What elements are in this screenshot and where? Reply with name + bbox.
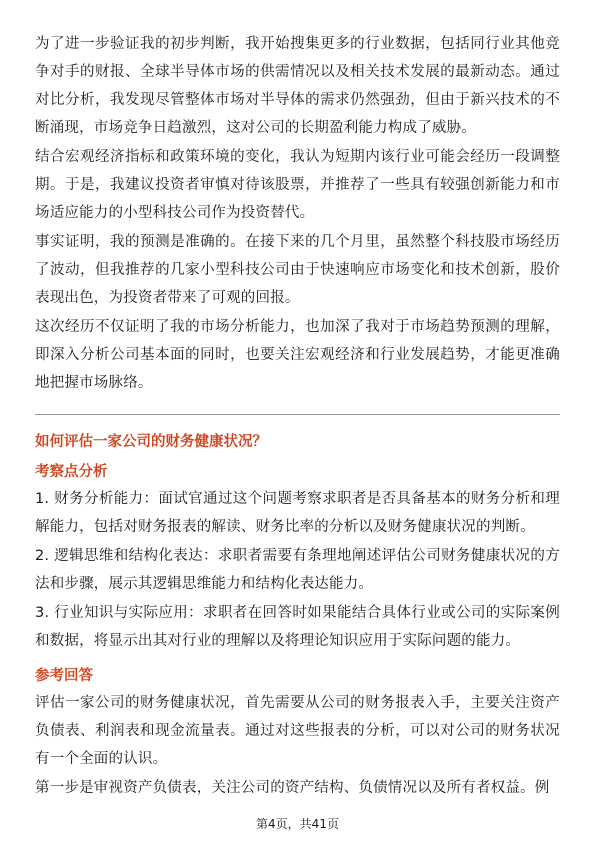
analysis-heading: 考察点分析	[35, 464, 108, 480]
intro-paragraph: 事实证明，我的预测是准确的。在接下来的几个月里，虽然整个科技股市场经历了波动，但我推荐的几家小型科技公司由于快速响应市场变化和技术创新，股价表现出色，为投资者带来了可观的回报。	[35, 234, 560, 306]
page-number: 第4页，共41页	[256, 817, 339, 831]
intro-paragraph: 结合宏观经济指标和政策环境的变化，我认为短期内该行业可能会经历一段调整期。于是，我建议投资者审慎对待该股票，并推荐了一些具有较强创新能力和市场适应能力的小型科技公司作为投资替代。	[35, 149, 560, 221]
answer-paragraph: 评估一家公司的财务健康状况，首先需要从公司的财务报表入手，主要关注资产负债表、利润表和现金流量表。通过对这些报表的分析，可以对公司的财务状况有一个全面的认识。	[35, 695, 560, 767]
analysis-item: 1. 财务分析能力：面试官通过这个问题考察求职者是否具备基本的财务分析和理解能力，包括对财务报表的解读、财务比率的分析以及财务健康状况的判断。	[35, 491, 560, 535]
analysis-item: 3. 行业知识与实际应用：求职者在回答时如果能结合具体行业或公司的实际案例和数据，将显示出其对行业的理解以及将理论知识应用于实际问题的能力。	[35, 605, 560, 649]
analysis-item: 2. 逻辑思维和结构化表达：求职者需要有条理地阐述评估公司财务健康状况的方法和步骤，展示其逻辑思维能力和结构化表达能力。	[35, 548, 560, 592]
page-content	[35, 30, 560, 802]
section-divider	[35, 414, 560, 415]
question-heading: 如何评估一家公司的财务健康状况？	[35, 434, 267, 450]
intro-paragraph: 为了进一步验证我的初步判断，我开始搜集更多的行业数据，包括同行业其他竞争对手的财报、全球半导体市场的供需情况以及相关技术发展的最新动态。通过对比分析，我发现尽管整体市场对半导体的需求仍然强劲，但由于新兴技术的不断涌现，市场竞争日趋激烈，这对公司的长期盈利能力构成了威胁。	[35, 36, 560, 136]
answer-paragraph: 第一步是审视资产负债表，关注公司的资产结构、负债情况以及所有者权益。例	[35, 780, 550, 796]
answer-heading: 参考回答	[35, 668, 93, 684]
intro-paragraph: 这次经历不仅证明了我的市场分析能力，也加深了我对于市场趋势预测的理解，即深入分析公司基本面的同时，也要关注宏观经济和行业发展趋势，才能更准确地把握市场脉络。	[35, 319, 560, 391]
